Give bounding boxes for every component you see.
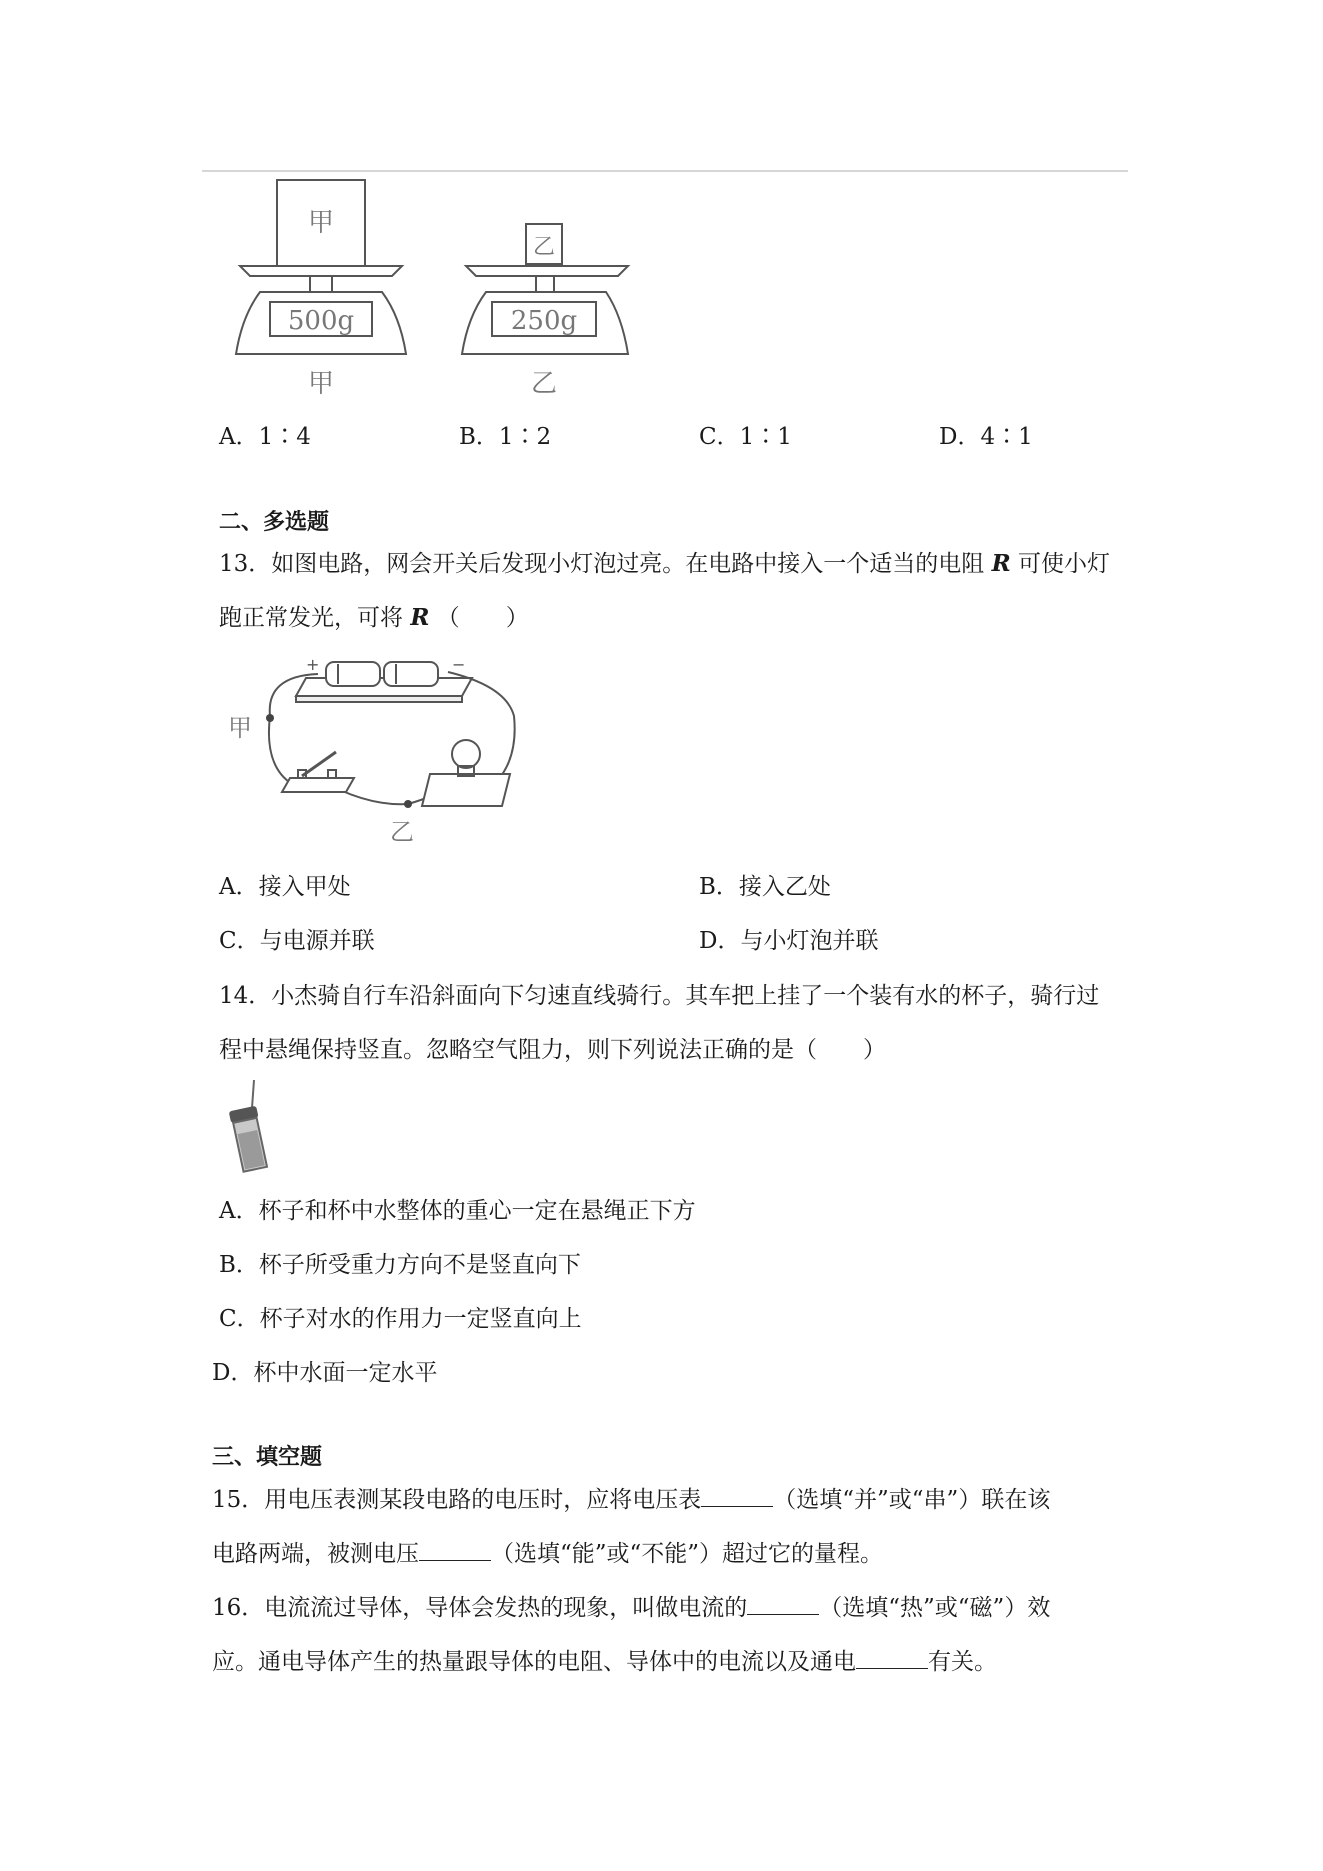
circuit-label-yi: 乙 xyxy=(390,818,414,846)
q12-option-d: D．4∶1 xyxy=(939,424,1033,450)
q13-line1-tail: 可使小灯 xyxy=(1018,551,1111,577)
circuit-figure xyxy=(226,656,526,846)
q12-option-c: C．1∶1 xyxy=(699,424,792,450)
q14-line2: 程中悬绳保持竖直。忽略空气阻力，则下列说法正确的是（ ） xyxy=(219,1037,886,1063)
circuit-label-jia: 甲 xyxy=(228,714,252,742)
q13-option-b: B．接入乙处 xyxy=(699,874,831,900)
q15-line1-text: 15．用电压表测某段电路的电压时，应将电压表 xyxy=(212,1487,702,1513)
scale-figure xyxy=(230,176,650,406)
q14-option-c: C．杯子对水的作用力一定竖直向上 xyxy=(219,1306,582,1332)
section-title-fill-in: 三、填空题 xyxy=(212,1445,323,1470)
q16-line2 xyxy=(212,1646,997,1677)
q15-line2-tail: （选填“能”或“不能”）超过它的量程。 xyxy=(491,1541,884,1567)
scale-caption-right: 乙 xyxy=(530,369,558,399)
section-title-multiple-choice: 二、多选题 xyxy=(219,510,330,535)
battery-plus: + xyxy=(306,656,320,674)
battery-minus: − xyxy=(452,656,466,674)
q15-line2-text: 电路两端，被测电压 xyxy=(212,1541,419,1567)
q12-option-b: B．1∶2 xyxy=(459,424,552,450)
q15-line2 xyxy=(212,1538,883,1569)
q13-line2-tail: （ ） xyxy=(436,605,529,631)
q15-blank-2[interactable] xyxy=(419,1538,491,1561)
q16-line2-text: 应。通电导体产生的热量跟导体的电阻、导体中的电流以及通电 xyxy=(212,1649,856,1675)
hanging-cup-figure xyxy=(220,1080,280,1180)
q15-blank-1[interactable] xyxy=(701,1484,773,1507)
q13-line1 xyxy=(219,549,1110,579)
q16-blank-1[interactable] xyxy=(747,1592,819,1615)
block-yi-label: 乙 xyxy=(532,235,556,260)
q13-variable-r-2: R xyxy=(410,604,430,631)
q14-line1: 14．小杰骑自行车沿斜面向下匀速直线骑行。其车把上挂了一个装有水的杯子，骑行过 xyxy=(219,983,1100,1009)
q16-line1 xyxy=(212,1592,1050,1623)
q16-blank-2[interactable] xyxy=(856,1646,928,1669)
q15-line1-tail: （选填“并”或“串”）联在该 xyxy=(773,1487,1051,1513)
q14-option-a: A．杯子和杯中水整体的重心一定在悬绳正下方 xyxy=(219,1198,696,1224)
q12-option-a: A．1∶4 xyxy=(219,424,311,450)
q13-option-d: D．与小灯泡并联 xyxy=(699,928,879,954)
block-jia-label: 甲 xyxy=(307,208,335,238)
header-rule xyxy=(202,170,1128,172)
scale-caption-left: 甲 xyxy=(307,369,335,399)
q13-variable-r: R xyxy=(991,550,1011,577)
q13-option-a: A．接入甲处 xyxy=(219,874,351,900)
q16-line2-tail: 有关。 xyxy=(928,1649,997,1675)
q15-line1 xyxy=(212,1484,1050,1515)
scale-reading-right: 250g xyxy=(510,306,578,336)
q13-line1-text: 13．如图电路，网会开关后发现小灯泡过亮。在电路中接入一个适当的电阻 xyxy=(219,551,985,577)
q13-option-c: C．与电源并联 xyxy=(219,928,375,954)
q16-line1-tail: （选填“热”或“磁”）效 xyxy=(819,1595,1051,1621)
q16-line1-text: 16．电流流过导体，导体会发热的现象，叫做电流的 xyxy=(212,1595,748,1621)
q13-line2 xyxy=(219,603,529,633)
q13-line2-text: 跑正常发光，可将 xyxy=(219,605,403,631)
q14-option-b: B．杯子所受重力方向不是竖直向下 xyxy=(219,1252,581,1278)
scale-reading-left: 500g xyxy=(287,306,355,336)
q14-option-d: D．杯中水面一定水平 xyxy=(212,1360,438,1386)
